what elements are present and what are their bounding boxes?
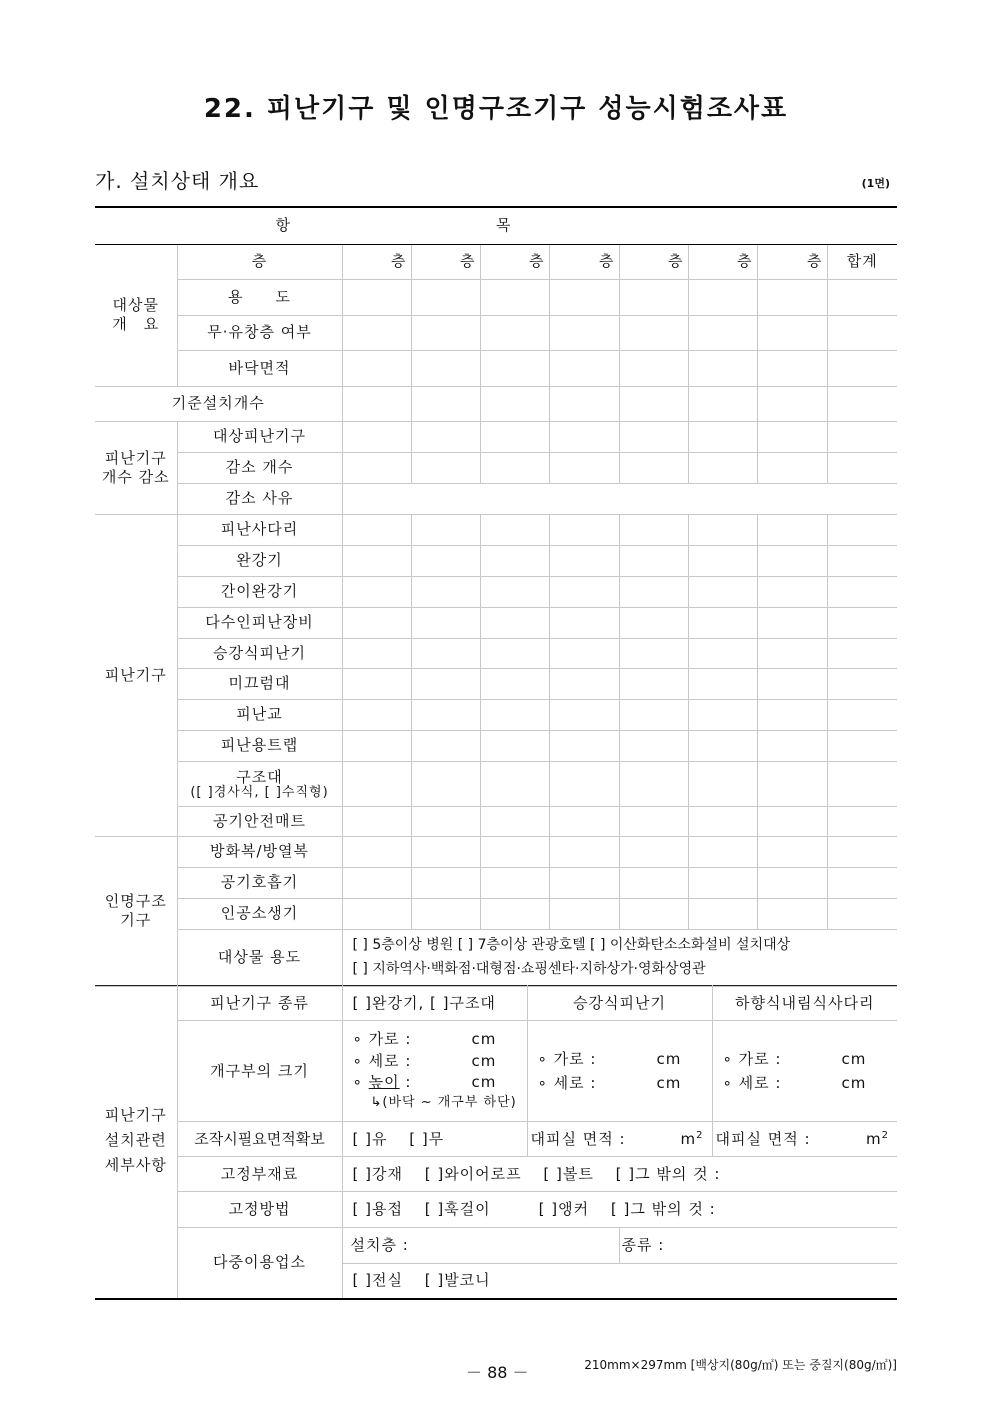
row-label: 피난사다리 bbox=[177, 514, 342, 545]
size-cell: ∘ 가로 : cm ∘ 세로 : cm ∘ 높이 : cm ↳(바닥 ~ 개구부 하단) bbox=[342, 1021, 527, 1122]
row-label: 용 도 bbox=[177, 279, 342, 315]
type-cell: 하향식내림식사다리 bbox=[712, 986, 897, 1021]
row-label: 대상물 용도 bbox=[177, 929, 342, 986]
row-label: 기준설치개수 bbox=[95, 386, 342, 421]
row-label: 완강기 bbox=[177, 545, 342, 576]
row-label: 인공소생기 bbox=[177, 898, 342, 929]
header-item: 항 목 bbox=[95, 207, 897, 244]
room-cell: [ ]전실 [ ]발코니 bbox=[342, 1264, 897, 1299]
page-label: (1면) bbox=[861, 177, 890, 190]
reduction-group: 피난기구 개수 감소 bbox=[95, 421, 177, 514]
area-cell: [ ]유 [ ]무 bbox=[342, 1122, 527, 1157]
row-label: 방화복/방열복 bbox=[177, 836, 342, 867]
row-label: 피난기구 종류 bbox=[177, 986, 342, 1021]
page-number: － 88 － bbox=[466, 1363, 529, 1382]
row-label: 대상피난기구 bbox=[177, 421, 342, 452]
overview-group: 대상물 개 요 bbox=[95, 244, 177, 386]
detail-group: 피난기구 설치관련 세부사항 bbox=[95, 986, 177, 1299]
overview-table bbox=[95, 206, 897, 987]
paper-spec: 210mm×297mm [백상지(80g/㎡) 또는 중질지(80g/㎡)] bbox=[584, 1358, 897, 1372]
kind-cell: 종류 : bbox=[619, 1228, 897, 1264]
floor-cell: 설치층 : bbox=[342, 1228, 619, 1264]
row-label: 고정부재료 bbox=[177, 1157, 342, 1192]
row-label: 간이완강기 bbox=[177, 576, 342, 607]
row-label: 감소 개수 bbox=[177, 452, 342, 483]
floor-cell: 층 bbox=[688, 244, 757, 279]
row-label: 다중이용업소 bbox=[177, 1228, 342, 1299]
detail-table bbox=[95, 985, 897, 1300]
size-cell: ∘ 가로 : cm ∘ 세로 : cm bbox=[712, 1021, 897, 1122]
row-label: 피난용트랩 bbox=[177, 730, 342, 761]
usage-options: [ ] 5층이상 병원 [ ] 7층이상 관광호텔 [ ] 이산화탄소소화설비 설치대상 [ ] 지하역사·백화점·대형점·쇼핑센타·지하상가·영화상영관 bbox=[342, 929, 897, 986]
row-label: 개구부의 크기 bbox=[177, 1021, 342, 1122]
total-header: 합계 bbox=[827, 244, 897, 279]
row-label: 공기안전매트 bbox=[177, 806, 342, 836]
row-label: 미끄럼대 bbox=[177, 668, 342, 699]
evac-group: 피난기구 bbox=[95, 514, 177, 836]
row-label: 감소 사유 bbox=[177, 483, 342, 514]
method-cell: [ ]용접 [ ]훅걸이 [ ]앵커 [ ]그 밖의 것 : bbox=[342, 1192, 897, 1228]
floor-cell: 층 bbox=[757, 244, 827, 279]
row-label: 다수인피난장비 bbox=[177, 607, 342, 638]
row-label: 무·유창층 여부 bbox=[177, 315, 342, 350]
row-label: 바닥면적 bbox=[177, 350, 342, 386]
row-label: 조작시필요면적확보 bbox=[177, 1122, 342, 1157]
row-label: 공기호흡기 bbox=[177, 867, 342, 898]
life-group: 인명구조 기구 bbox=[95, 836, 177, 986]
section-heading: 가. 설치상태 개요 bbox=[95, 169, 260, 193]
type-cell: 승강식피난기 bbox=[527, 986, 712, 1021]
floor-cell: 층 bbox=[549, 244, 619, 279]
floor-cell: 층 bbox=[342, 244, 411, 279]
shelter-cell: 대피실 면적 : $m^2$ bbox=[712, 1122, 897, 1157]
floor-label: 층 bbox=[177, 244, 342, 279]
floor-cell: 층 bbox=[619, 244, 688, 279]
row-label: 피난교 bbox=[177, 699, 342, 730]
shelter-cell: 대피실 면적 : $m^2$ bbox=[527, 1122, 712, 1157]
material-cell: [ ]강재 [ ]와이어로프 [ ]볼트 [ ]그 밖의 것 : bbox=[342, 1157, 897, 1192]
floor-cell: 층 bbox=[480, 244, 549, 279]
floor-cell: 층 bbox=[411, 244, 480, 279]
row-label: 고정방법 bbox=[177, 1192, 342, 1228]
document-title: 22. 피난기구 및 인명구조기구 성능시험조사표 bbox=[203, 94, 789, 124]
row-label: 구조대 ([ ]경사식, [ ]수직형) bbox=[177, 761, 342, 806]
row-label: 승강식피난기 bbox=[177, 638, 342, 668]
size-cell: ∘ 가로 : cm ∘ 세로 : cm bbox=[527, 1021, 712, 1122]
type-cell: [ ]완강기, [ ]구조대 bbox=[342, 986, 527, 1021]
